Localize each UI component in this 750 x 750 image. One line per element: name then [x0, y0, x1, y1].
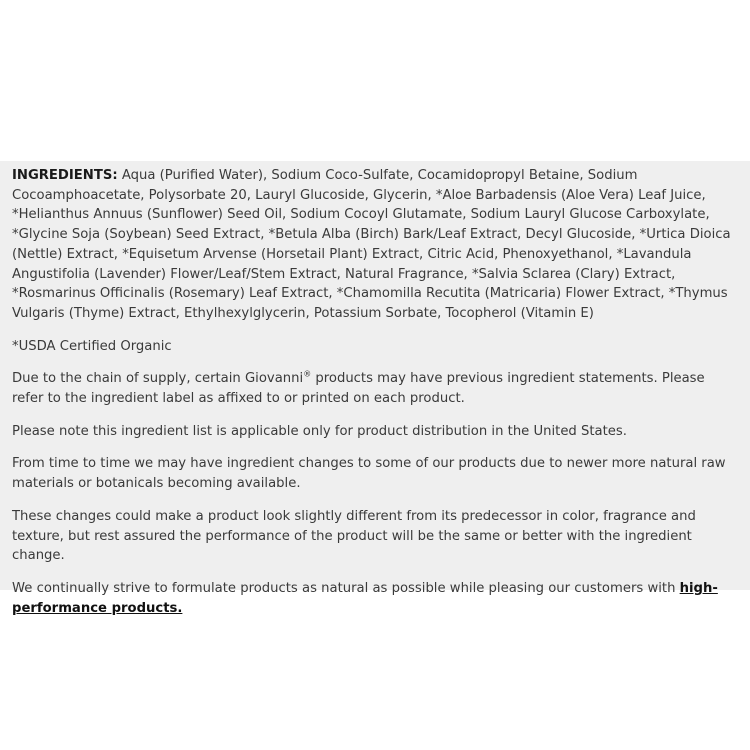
ingredients-panel: [0, 161, 750, 616]
distribution-note: Please note this ingredient list is applicable only for product distribution in the United States.: [12, 423, 627, 439]
appearance-changes-note: These changes could make a product look slightly different from its predecessor in color, fragrance and texture, but rest assured the performance of the product will be the same or better with the ingredient change.: [12, 508, 696, 564]
registered-mark: ®: [303, 369, 312, 379]
certified-organic-note: *USDA Certified Organic: [12, 338, 172, 354]
ingredients-list: Aqua (Purified Water), Sodium Coco-Sulfate, Cocamidopropyl Betaine, Sodium Cocoamphoacetate, Polysorbate 20, Lauryl Glucoside, Glycerin, *Aloe Barbadensis (Aloe Vera) Leaf Juice, *Helianthus Annuus (Sunflower) Seed Oil, Sodium Cocoyl Glutamate, Sodium Lauryl Glucose Carboxylate, *Glycine Soja (Soybean) Seed Extract, *Betula Alba (Birch) Bark/Leaf Extract, Decyl Glucoside, *Urtica Dioica (Nettle) Extract, *Equisetum Arvense (Horsetail Plant) Extract, Citric Acid, Phenoxyethanol, *Lavandula Angustifolia (Lavender) Flower/Leaf/Stem Extract, Natural Fragrance, *Salvia Sclarea (Clary) Extract, *Rosmarinus Officinalis (Rosemary) Leaf Extract, *Chamomilla Recutita (Matricaria) Flower Extract, *Thymus Vulgaris (Thyme) Extract, Ethylhexylglycerin, Potassium Sorbate, Tocopherol (Vitamin E): [12, 168, 731, 321]
supply-note-before: Due to the chain of supply, certain Giovanni: [12, 371, 304, 387]
ingredients-paragraph: [12, 166, 738, 324]
high-performance-products-link[interactable]: high-performance products.: [12, 580, 718, 616]
formulation-note: [12, 579, 738, 618]
supply-note-after: products may have previous ingredient statements. Please refer to the ingredient label as affixed to or printed on each product.: [12, 371, 705, 407]
ingredient-changes-note: From time to time we may have ingredient changes to some of our products due to newer more natural raw materials or botanicals becoming available.: [12, 456, 726, 492]
supply-chain-note: [12, 369, 738, 408]
ingredients-label: INGREDIENTS:: [12, 168, 118, 183]
formulation-note-text: We continually strive to formulate products as natural as possible while pleasing our customers with: [12, 580, 680, 596]
